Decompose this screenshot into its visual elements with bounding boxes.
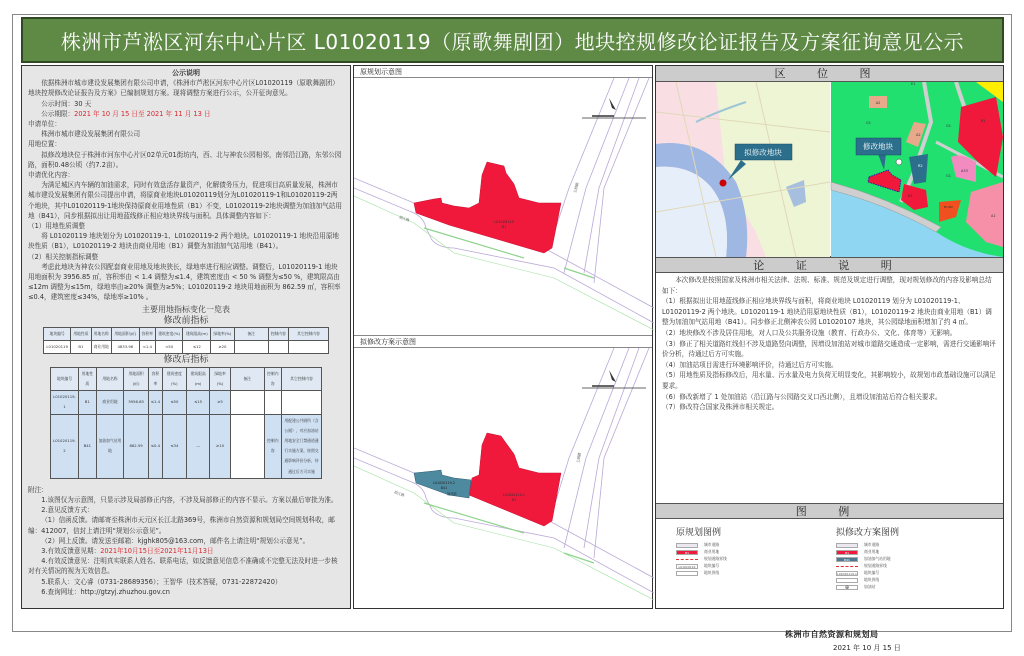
- proposed-plan-drawing: [354, 348, 654, 609]
- page-title: 株洲市芦淞区河东中心片区 L01020119（原歌舞剧团）地块控规修改论证报告及方案征询意见公示: [60, 29, 965, 54]
- cell: ≥20: [211, 341, 234, 354]
- argument-heading: 论 证 说 明: [656, 257, 1003, 273]
- cell: B41: [79, 414, 97, 478]
- cell: ≤34: [163, 414, 187, 478]
- proposed-plan-map: [354, 348, 652, 609]
- header-cell: 绿地率(%): [210, 367, 230, 390]
- argument-point: （3）修正了相关道路红线但不涉及道路竖向调整，因增设加油站对城市道路交通造成一定影响，需进行交通影响评价分析，待通过后方可实施。: [662, 339, 996, 359]
- legend-item: 地块界线: [676, 570, 727, 576]
- cell: 862.59: [124, 414, 148, 478]
- table-row: [44, 341, 329, 354]
- notice-intro: 依据株洲市城市建设发展集团有限公司申请，《株洲市芦淞区河东中心片区L01020119（原歌舞剧团）地块控规修改论证报告及方案》已编制规划方案。现将调整方案进行公示，公开征询意见。: [28, 79, 339, 98]
- proposed-legend-title: 拟修改方案图例: [836, 528, 900, 538]
- original-plan-panel: [354, 66, 652, 336]
- cell: [230, 391, 264, 414]
- duration-label: 公示时间：: [41, 99, 75, 108]
- cell: ≤15: [186, 391, 210, 414]
- notice-text: [22, 66, 350, 599]
- map-label: B1/B2: [944, 205, 953, 209]
- cell: B1: [71, 341, 91, 354]
- parcel2-type: B41: [440, 486, 448, 490]
- map-label: A1: [991, 214, 996, 218]
- legend-item: 规划道路界线: [676, 556, 727, 562]
- cell: 用配建公共厕所（含公厕），对应加油站用地安全门禁通道通行实施方案，按照交通影响评价分析，待通过后方可实施: [282, 414, 322, 478]
- header-cell: 备注: [234, 328, 268, 341]
- swatch-commercial: B1: [676, 550, 698, 555]
- header-cell: 建筑限高(m): [183, 328, 211, 341]
- maps-column: [353, 65, 653, 609]
- cell: [282, 391, 322, 414]
- swatch-road: [836, 543, 858, 548]
- site-marker-icon: [720, 180, 727, 187]
- argument-point: （1）根据拟出让用地蓝线修正相应地块界线与面积，将商业地块 L01020119 划分为 L01020119-1、L01020119-2 两个地块。L01020119-1 地块沿用原地块性质（B1），L01020119-2 地块由商业用地（B1）调整为加油加气站用地（B41）。同步修正北侧神农公园 L01020107 地块，其公园绿地面积增加了约 4 ㎡。: [662, 297, 992, 327]
- applicant-label: 申请单位：: [28, 120, 61, 129]
- cell: B1: [79, 391, 97, 414]
- issuing-authority: 株洲市自然资源和规划局: [785, 630, 879, 639]
- proposed-legend: [836, 525, 899, 591]
- legend-heading: 图 例: [656, 503, 1003, 519]
- before-table-title: 修改前指标: [163, 315, 209, 326]
- remark-2: 2.意见反馈方式：: [41, 506, 94, 515]
- header-cell: 建筑限高(m): [186, 367, 210, 390]
- cell: L01020119: [44, 341, 71, 354]
- item2-body: 考虑此地块为神农公园配套商业用地及地块狭长，绿地率进行相应调整。调整后，L01020119-1 地块用地面积为 3956.85 ㎡，容积率由 < 1.4 调整为≤1.4，建筑密度由 < 50 % 调整为≤50 %，建筑限高由≤12m 调整为≤15m，绿地率由≥20% 调整为≥5%；L01020119-2 地块用地面积为 862.59 ㎡，容积率≤0.4，建筑密度≤34%，绿地率≥10% 。: [28, 262, 341, 302]
- legend-item: 城市道路: [676, 542, 727, 548]
- north-arrow-icon: [609, 370, 616, 382]
- swatch-road-line: [676, 559, 698, 560]
- map-label: B1: [908, 194, 913, 198]
- road-label: 沿江路: [393, 490, 405, 498]
- parcel-type: B1: [501, 225, 507, 229]
- remark-3-value: 2021年10月15日至2021年11月13日: [100, 546, 214, 555]
- header-cell: 控制内容: [268, 328, 288, 341]
- gas-station-label: 加油站: [447, 492, 457, 496]
- after-table-title: 修改后指标: [163, 355, 209, 366]
- swatch-commercial: B1: [836, 550, 858, 555]
- table-row: [51, 391, 322, 414]
- header-cell: 控制内容: [264, 367, 281, 390]
- header-cell: 用地名称: [96, 367, 124, 390]
- header-cell: 容积率: [148, 367, 162, 390]
- road-label: 公园路: [576, 452, 582, 464]
- indicator-table-title: 主要用地指标变化一览表: [142, 304, 230, 314]
- legend-item: 地块界线: [836, 577, 899, 583]
- callout-right: 修改地块: [863, 142, 893, 151]
- cell: [264, 391, 281, 414]
- cell: 4833.96: [111, 341, 139, 354]
- header-cell: 用地性质: [79, 367, 97, 390]
- argument-point: （6）修改新增了 1 处加油站（沿江路与公园路交叉口西北侧），且增设加油站后符合相关要求。: [662, 392, 942, 401]
- argument-point: （5）用地性质及指标修改后，用水量、污水量及电力负荷无明显变化，其影响较小，故规划市政基础设施可以满足要求。: [662, 371, 996, 390]
- cell: [289, 341, 329, 354]
- legend: [656, 519, 1003, 597]
- argument-point: （4）加油站项目需进行环境影响评价，待通过后方可实施。: [662, 360, 838, 369]
- argument-point: （2）地块修改不涉及居住用地，对人口及公共服务设施（教育、行政办公、文化、体育等）无影响。: [662, 328, 957, 337]
- north-arrow-icon: [609, 98, 616, 110]
- parcel1-type: B1: [511, 498, 517, 502]
- map-label: G1: [866, 121, 871, 125]
- cell: ≥10: [210, 414, 230, 478]
- location-map-heading: 区 位 图: [656, 66, 1003, 82]
- gas-station-icon: [896, 159, 902, 165]
- location-map-drawing: [656, 82, 1003, 257]
- map-label: R2: [918, 164, 923, 168]
- cell: ≤0.4: [148, 414, 162, 478]
- cell: ≤50: [163, 391, 187, 414]
- table-header-row: [51, 367, 322, 390]
- content-label: 申请优化内容：: [28, 171, 75, 180]
- map-label: A33: [961, 169, 968, 173]
- parcel2-label: L01020119-2: [433, 481, 455, 485]
- legend-item: L01020119 地块编号: [676, 563, 727, 569]
- map-label: G1: [946, 174, 951, 178]
- remark-4: 4.有效反馈意见：注明真实联系人姓名、联系电话，如反馈意见信息不准确或不完整无法及时进一步核对有关情况的视为无效信息。: [28, 557, 338, 576]
- cell: ≤12: [183, 341, 211, 354]
- notice-heading: 公示说明: [172, 69, 200, 77]
- legend-item: ⊕ 加油站: [836, 584, 899, 590]
- cell: 商业用地: [96, 391, 124, 414]
- cell: 商业用地: [91, 341, 111, 354]
- remark-2a: （1）信函反馈。请邮寄至株洲市天元区长江北路369号，株洲市自然资源和规划局空间规划科收，邮编：412007，信封上请注明“规划公示意见”。: [28, 516, 335, 535]
- period-label: 公示期限：: [41, 109, 75, 118]
- map-label: A2: [916, 133, 921, 137]
- after-indicator-table: [50, 367, 322, 479]
- location-label: 用地位置：: [28, 140, 61, 149]
- header-cell: 地块编号: [51, 367, 79, 390]
- road-label: 公园路: [573, 182, 580, 194]
- header-cell: 用地面积(㎡): [124, 367, 148, 390]
- remarks-heading: 附注：: [28, 485, 48, 494]
- duration-value: 30 天: [74, 99, 92, 108]
- header-cell: 其它控制内容: [289, 328, 329, 341]
- remark-5: 5.联系人：文心睿（0731-28689356）；王智华（技术答疑，0731-22872420）: [41, 577, 282, 586]
- item1-body: 将 L01020119 地块划分为 L01020119-1、L01020119-2 两个地块。L01020119-1 地块沿用原地块性质（B1），L01020119-2 地块由商业用地（B1）调整为加油加气站用地（B41）。: [28, 232, 340, 251]
- item1-title: （1）用地性质调整: [28, 222, 85, 231]
- argument-text: [656, 273, 1003, 503]
- original-legend-title: 原规划图例: [676, 528, 722, 538]
- argument-point: （7）修改符合国家及株洲市相关规定。: [662, 403, 779, 412]
- location-map: [656, 82, 1003, 257]
- proposed-plan-label: 拟修改方案示意图: [354, 336, 652, 348]
- callout-left: 拟修改地块: [744, 148, 782, 157]
- remark-6[interactable]: 6.查询网址：http://gtzyj.zhuzhou.gov.cn: [41, 587, 170, 596]
- cell: L01020119-2: [51, 414, 79, 478]
- cell: <1.4: [139, 341, 155, 354]
- table-row: [51, 414, 322, 478]
- swatch-boundary: [676, 571, 698, 576]
- swatch-boundary: [836, 578, 858, 583]
- cell: 3956.85: [124, 391, 148, 414]
- cell: L01020119-1: [51, 391, 79, 414]
- header-cell: 用地面积(㎡): [111, 328, 139, 341]
- cell: 控制内容: [264, 414, 281, 478]
- title-bar: [21, 17, 1004, 63]
- header-cell: 用地性质: [71, 328, 91, 341]
- cell: [268, 341, 288, 354]
- cell: [230, 414, 264, 478]
- map-label: E1: [911, 82, 916, 86]
- argument-intro: 本次修改是按照国家及株洲市相关法律、法规、标准、规范及规定进行调整，现对规划修改的内容及影响总结如下：: [662, 276, 992, 295]
- legend-item: L01020119-1 地块编号: [837, 570, 880, 576]
- header-cell: 绿地率(%): [211, 328, 234, 341]
- legend-item: 规划道路界线: [836, 563, 899, 569]
- original-plan-drawing: [354, 78, 654, 335]
- cell: ≥5: [210, 391, 230, 414]
- issue-date: 2021 年 10 月 15 日: [833, 644, 901, 652]
- content-value: 为满足城区内车辆的加油需求，同时有效盘活存量资产，化解债务压力，促进项目高质量发展，株洲市城市建设发展集团有限公司提出申请，将原商业地块L01020119划分为L01020119-1和L01020119-2两个地块，其中L01020119-1地块保持原商业用地性质（B1）不变，L01020119-2地块调整为加油加气站用地（B41），同步根据拟出让用地蓝线修正相应地块界线与面积。具体调整内容如下：: [28, 181, 342, 220]
- legend-item: B1 商业用地: [676, 549, 727, 555]
- table-header-row: [44, 328, 329, 341]
- swatch-parcel-id: L01020119-1: [837, 571, 857, 576]
- cell: ≤1.4: [148, 391, 162, 414]
- header-cell: 其它控制内容: [282, 367, 322, 390]
- legend-item: 城市道路: [836, 542, 899, 548]
- legend-item: B1 商业用地: [836, 549, 899, 555]
- header-cell: 备注: [230, 367, 264, 390]
- legend-item: B41 加油加气站用地: [836, 556, 899, 562]
- header-cell: 建筑密度(%): [163, 367, 187, 390]
- map-label: B1: [981, 119, 986, 123]
- cell: 加油加气站用地: [96, 414, 124, 478]
- header-cell: 用地名称: [91, 328, 111, 341]
- cell: —: [186, 414, 210, 478]
- original-plan-map: [354, 78, 652, 335]
- road-label: 沿江路: [398, 215, 410, 223]
- applicant-value: 株洲市城市建设发展集团有限公司: [41, 130, 141, 139]
- swatch-gas-station: B41: [836, 557, 858, 562]
- cell: [234, 341, 268, 354]
- notice-column: [21, 65, 351, 609]
- notice-board: [12, 14, 1012, 632]
- map-label: A2: [875, 101, 881, 105]
- proposed-plan-panel: [354, 336, 652, 610]
- header-cell: 容积率: [139, 328, 155, 341]
- original-plan-label: 原规划示意图: [354, 66, 652, 78]
- parcel-label: L01020119: [494, 220, 514, 224]
- item2-title: （2）相关控制指标调整: [28, 252, 99, 261]
- header-cell: 建筑密度(%): [155, 328, 183, 341]
- before-indicator-table: [43, 327, 329, 354]
- period-value: 2021 年 10 月 15 日至 2021 年 11 月 13 日: [74, 109, 211, 118]
- swatch-road: [676, 543, 698, 548]
- original-legend: [676, 525, 727, 577]
- remark-1: 1.该图仅为示意图，只显示涉及局部修正内容，不涉及局部修正的内容不显示。方案以最后审批为准。: [41, 495, 338, 504]
- map-label: G1: [946, 124, 951, 128]
- remark-2b: （2）网上反馈。请发送至邮箱：kjghk805@163.com，邮件名上请注明“规划公示意见”。: [41, 536, 310, 545]
- swatch-parcel-id: L01020119: [676, 564, 698, 569]
- remark-3-label: 3.有效反馈意见期：: [41, 546, 101, 555]
- swatch-road-line: [836, 566, 858, 567]
- right-column: [655, 65, 1004, 609]
- cell: <50: [155, 341, 183, 354]
- parcel1-label: L01020119-1: [503, 493, 525, 497]
- header-cell: 地块编号: [44, 328, 71, 341]
- gas-station-icon: ⊕: [836, 585, 858, 590]
- location-value: 拟修改地块位于株洲市河东中心片区02单元01街坊内，西、北与神农公园相邻，南邻沿江路，东邻公园路，面积0.48公顷（约7.2亩）。: [28, 150, 342, 169]
